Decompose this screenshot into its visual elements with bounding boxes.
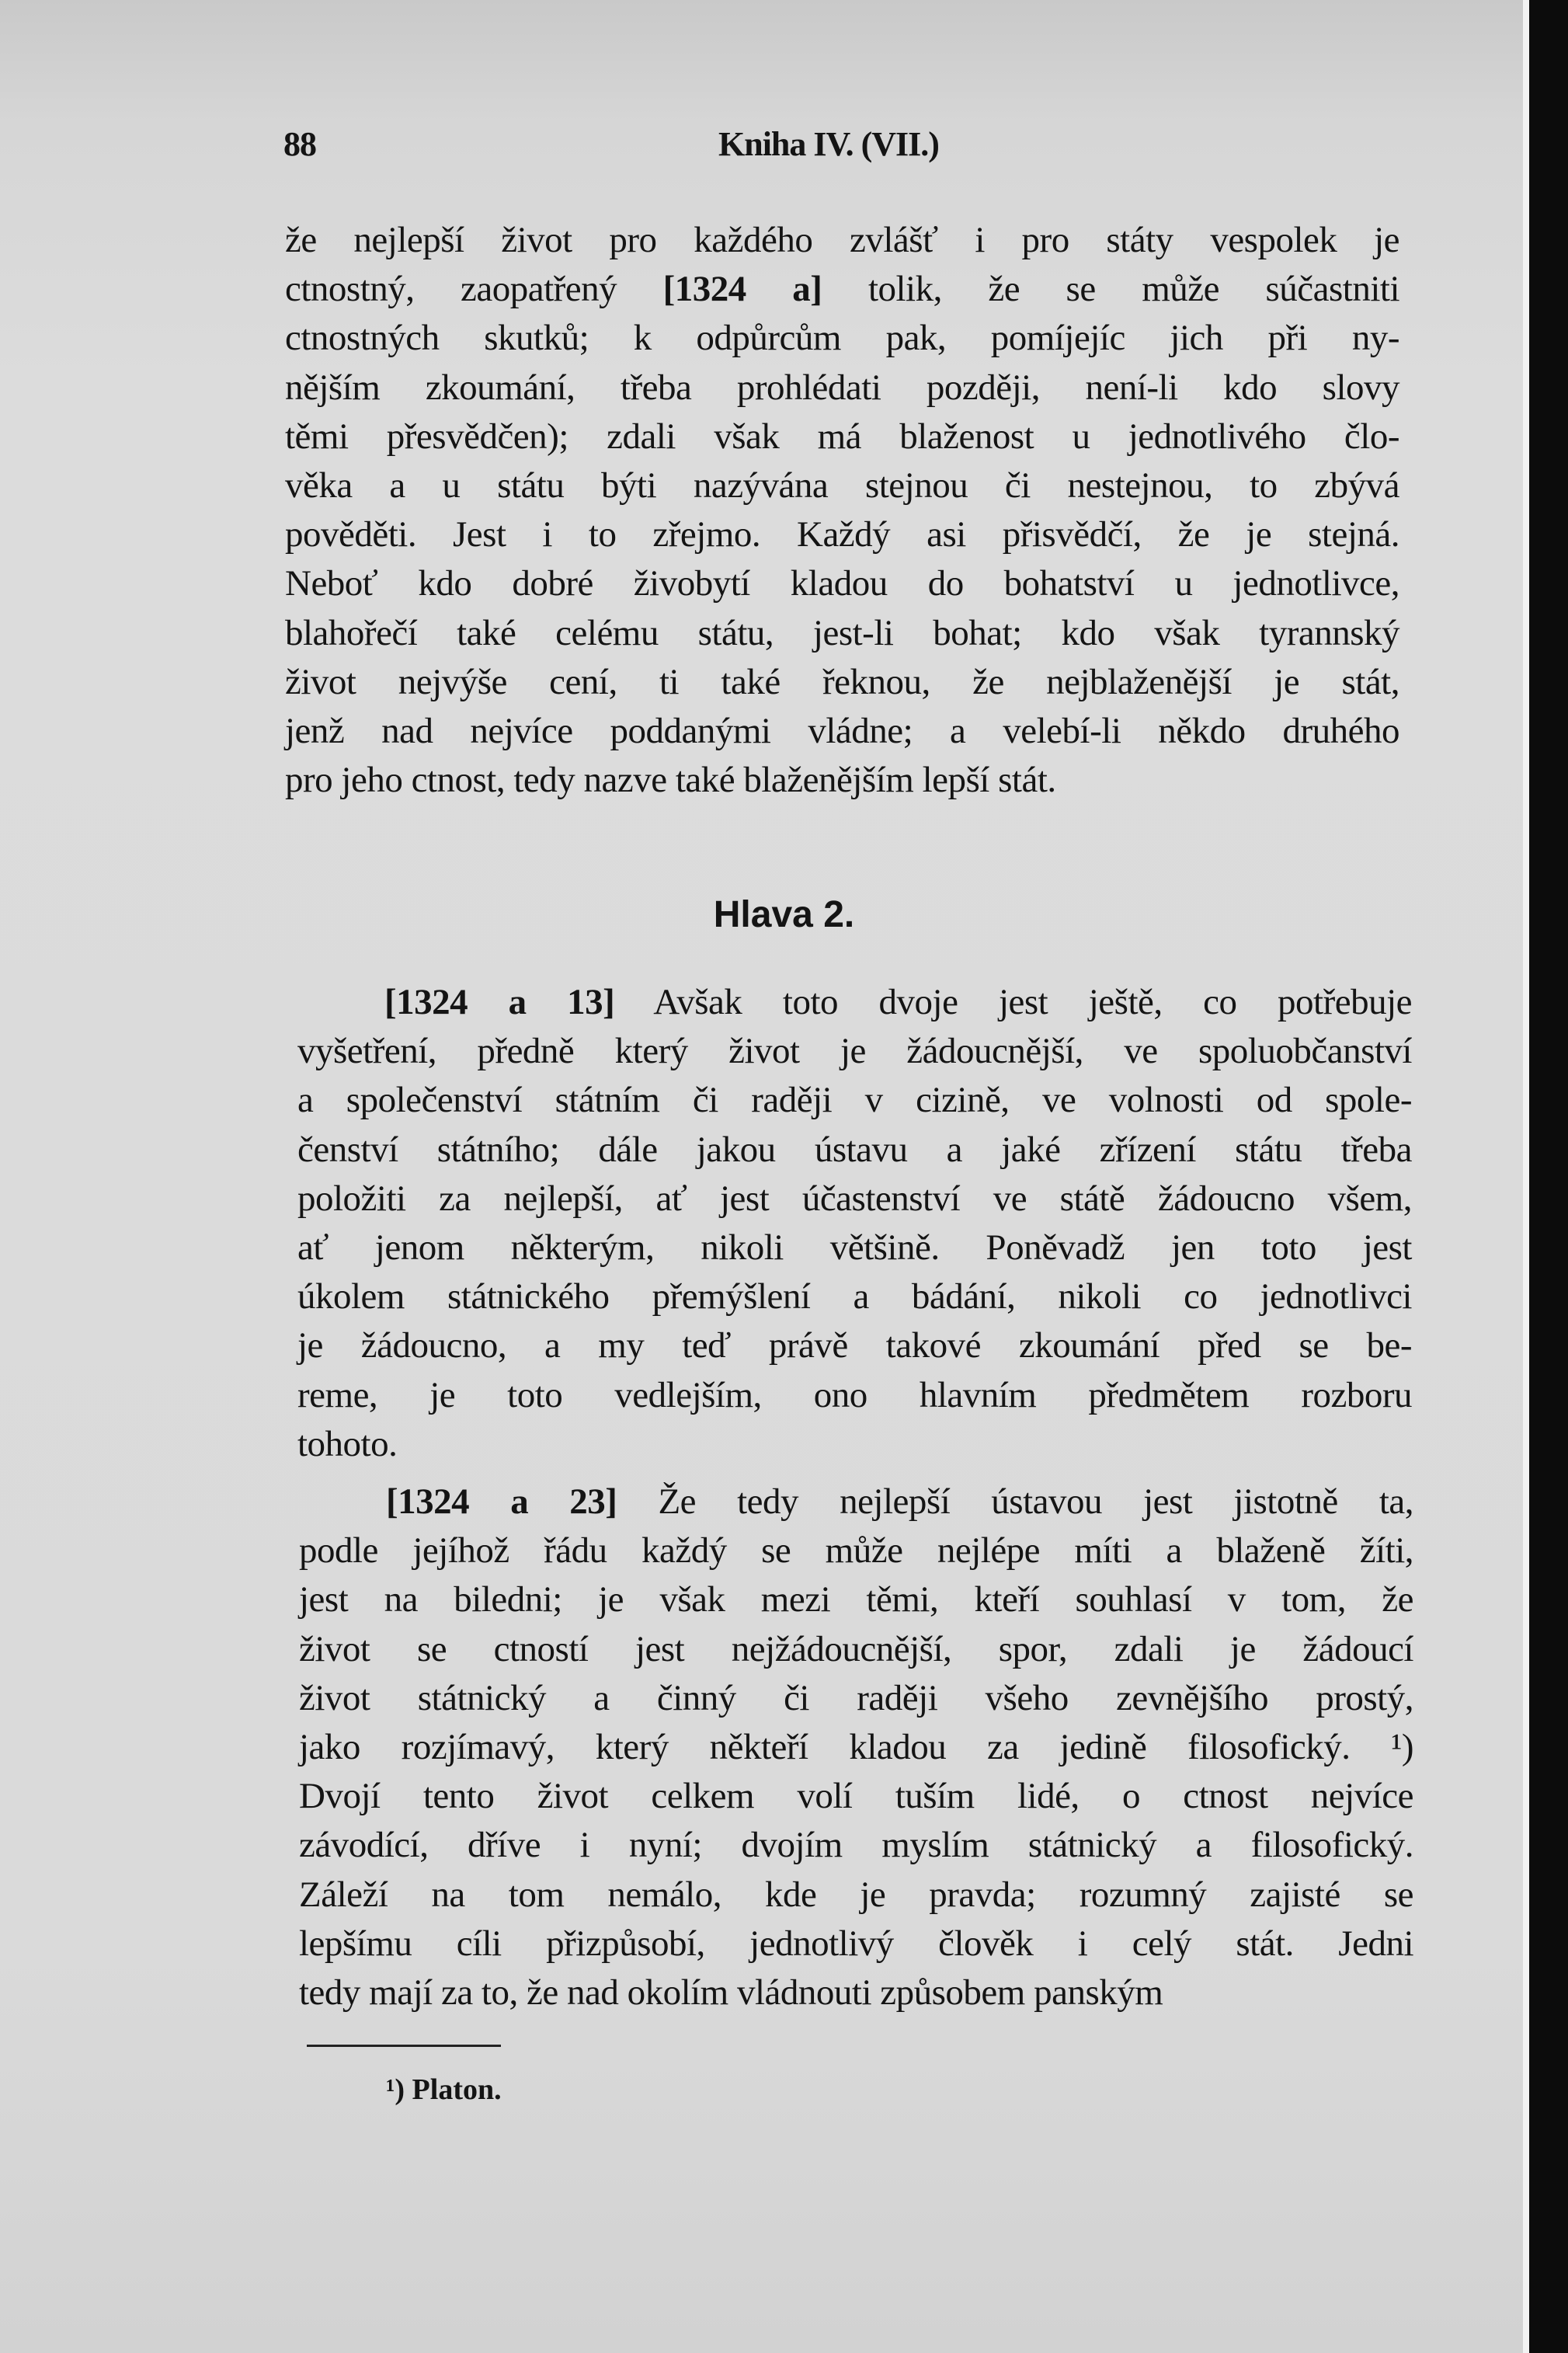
text-segment: jako rozjímavý, který někteří kladou za jedině filosofický. ¹) [299,1726,1413,1767]
text-segment: tolik, že se může súčastniti [822,269,1399,310]
text-segment: je žádoucno, a my teď právě takové zkoumání před se be- [297,1325,1412,1366]
text-line [299,1772,1413,1821]
paragraph-2 [297,978,1412,1469]
text-segment: Neboť kdo dobré živobytí kladou do bohatství u jednotlivce, [285,563,1399,604]
text-segment: položiti za nejlepší, ať jest účastenství ve státě žádoucno všem, [297,1178,1412,1219]
text-segment: tohoto. [297,1423,398,1464]
text-segment: ctnostných skutků; k odpůrcům pak, pomíjejíc jich při ny- [285,318,1399,359]
page-number: 88 [283,125,316,163]
text-line [297,1175,1412,1223]
text-line [285,658,1399,707]
chapter-heading: Hlava 2. [713,894,855,935]
text-segment: Záleží na tom nemálo, kde je pravda; rozumný zajisté se [299,1874,1413,1915]
text-line [297,978,1412,1027]
text-segment: blahořečí také celému státu, jest-li bohat; kdo však tyrannský [285,612,1399,653]
paragraph-1 [285,216,1399,805]
section-reference: [1324 a] [662,269,822,310]
text-line [285,314,1399,363]
text-segment: podle jejíhož řádu každý se může nejlépe míti a blaženě žíti, [299,1530,1413,1572]
text-line [299,1674,1413,1723]
text-segment: Avšak toto dvoje jest ještě, co potřebuje [614,982,1412,1022]
text-line [297,1420,1412,1469]
text-segment: tedy mají za to, že nad okolím vládnouti způsobem panským [299,1972,1163,2013]
text-segment: život nejvýše cení, ti také řeknou, že nejblaženější je stát, [285,661,1399,702]
text-segment: pro jeho ctnost, tedy nazve také blaženějším lepší stát. [285,760,1056,801]
paragraph-3 [299,1478,1413,2017]
text-line [299,1575,1413,1624]
footnote-rule [307,2045,501,2047]
text-line [299,1968,1413,2017]
text-segment: že nejlepší život pro každého zvlášť i pro státy vespolek je [285,220,1399,260]
text-line [285,559,1399,608]
text-line [285,364,1399,412]
text-segment: jenž nad nejvíce poddanými vládne; a velebí-li někdo druhého [285,710,1399,751]
text-line [297,1321,1412,1370]
text-line [299,1920,1413,1968]
page-edge [1523,0,1529,2353]
text-line [297,1076,1412,1125]
text-line [299,1478,1413,1526]
text-line [297,1027,1412,1076]
text-segment: ctnostný, zaopatřený [285,269,663,310]
text-segment: ať jenom některým, nikoli většině. Poněvadž jen toto jest [297,1227,1412,1268]
text-segment: Dvojí tento život celkem volí tuším lidé, o ctnost nejvíce [299,1776,1413,1817]
text-line [285,216,1399,265]
text-segment: věka a u státu býti nazývána stejnou či nestejnou, to zbývá [285,465,1399,506]
text-line [299,1821,1413,1870]
text-segment: Že tedy nejlepší ústavou jest jistotně ta, [617,1481,1413,1522]
text-segment: čenství státního; dále jakou ústavu a jaké zřízení státu třeba [297,1129,1412,1170]
text-line [285,265,1399,314]
text-segment: nějším zkoumání, třeba prohlédati později, není-li kdo slovy [285,367,1399,408]
text-line [285,756,1399,805]
text-line [285,707,1399,756]
text-line [297,1126,1412,1175]
text-line [297,1272,1412,1321]
text-segment: život se ctností jest nejžádoucnější, spor, zdali je žádoucí [299,1628,1413,1669]
text-line [297,1371,1412,1420]
text-line [285,510,1399,559]
text-segment: a společenství státním či raději v cizině, ve volnosti od spole- [297,1080,1412,1121]
text-line [299,1723,1413,1772]
text-line [299,1871,1413,1920]
text-line [299,1625,1413,1674]
text-line [299,1526,1413,1575]
text-segment: vyšetření, předně který život je žádoucnější, ve spoluobčanství [297,1031,1412,1072]
text-line [285,461,1399,510]
text-segment: pověděti. Jest i to zřejmo. Každý asi přisvědčí, že je stejná. [285,514,1399,555]
text-segment: reme, je toto vedlejším, ono hlavním předmětem rozboru [297,1374,1412,1415]
footnote: ¹) Platon. [386,2073,502,2106]
text-segment: život státnický a činný či raději všeho zevnějšího prostý, [299,1677,1413,1718]
text-segment: úkolem státnického přemýšlení a bádání, nikoli co jednotlivci [297,1276,1412,1317]
text-segment: těmi přesvědčen); zdali však má blaženost u jednotlivého člo- [285,416,1399,457]
text-segment: lepšímu cíli přizpůsobí, jednotlivý člověk i celý stát. Jedni [299,1923,1413,1964]
text-segment: závodící, dříve i nyní; dvojím myslím státnický a filosofický. [299,1825,1413,1866]
scan-border [1529,0,1568,2353]
running-head: Kniha IV. (VII.) [718,125,939,163]
text-line [285,412,1399,461]
section-reference: [1324 a 23] [386,1481,617,1522]
section-reference: [1324 a 13] [384,982,615,1022]
text-line [285,609,1399,658]
text-segment: jest na biledni; je však mezi těmi, kteří souhlasí v tom, že [299,1579,1413,1620]
text-line [297,1223,1412,1272]
